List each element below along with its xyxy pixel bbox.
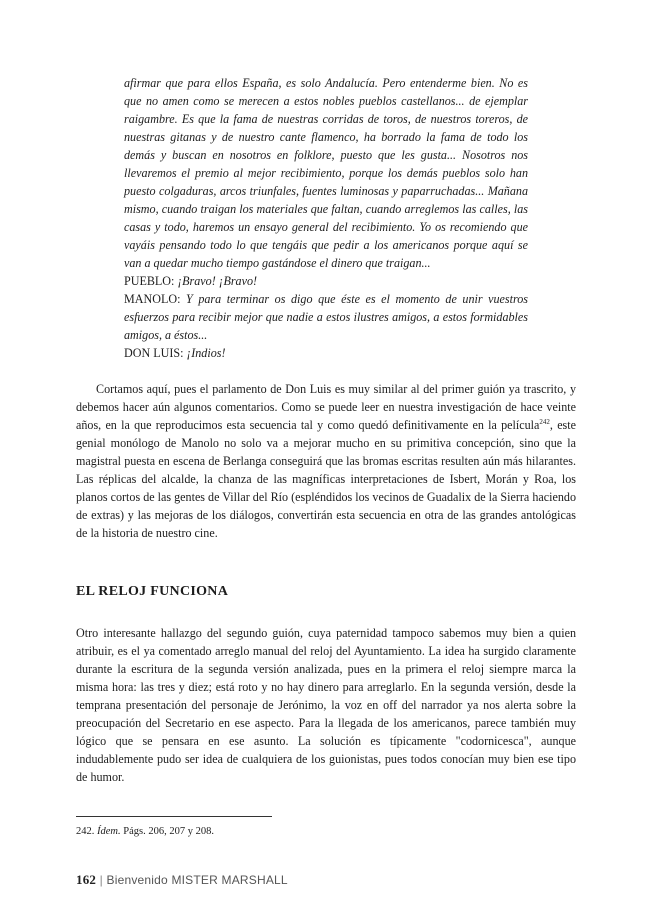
speaker-pueblo: PUEBLO: xyxy=(124,274,175,288)
body-paragraph-1 xyxy=(76,380,576,542)
line-donluis: ¡Indios! xyxy=(186,346,226,360)
paragraph-1-text-b: , este genial monólogo de Manolo no solo va a mejorar mucho en su primitiva concepción, sino que la magistral puesta en escena de Berlanga conseguirá que las bromas escritas resulten aún más hilarantes. Las réplicas del alcalde, la chanza de las magníficas interpretaciones de Isbert, Morán y Roa, los planos cortos de las gentes de Villar del Río (espléndidos los vecinos de Guadalix de la Sierra haciendo de extras) y las mejoras de los diálogos, convertirán esta secuencia en otra de las grandes antológicas de la historia de nuestro cine. xyxy=(76,418,576,540)
footnote-source: Ídem. xyxy=(97,826,121,837)
footnote-divider xyxy=(76,816,272,817)
footnote-ref: 242 xyxy=(539,418,550,426)
body-paragraph-2: Otro interesante hallazgo del segundo guión, cuya paternidad tampoco sabemos muy bien a quien atribuir, es el ya comentado arreglo manual del reloj del Ayuntamiento. La idea ha surgido claramente durante la escritura de la segunda versión analizada, pues en la primera el reloj siempre marca la misma hora: las tres y diez; está roto y no hay dinero para arreglarlo. En la segunda versión, desde la temprana presentación del personaje de Jerónimo, la voz en off del narrador ya nos alerta sobre la preocupación del Secretario en ese aspecto. Para la llegada de los americanos, parece también muy lógico que se pensara en ese asunto. La solución es típicamente "codornicesca", aunque indudablemente pudo ser idea de cualquiera de los guionistas, pues todos conocían muy bien ese tipo de humor. xyxy=(76,626,576,784)
quote-speech: afirmar que para ellos España, es solo Andalucía. Pero entenderme bien. No es que no amen como se merecen a estos nobles pueblos castellanos... de ejemplar raigambre. Es que la fama de nuestras corridas de toros, de nuestros toreros, de nuestras gitanas y de nuestro cante flamenco, ha borrado la fama de todo los demás y buscan en nosotros en folklore, puesto que les gusta... Nosotros nos llevaremos el premio al mejor recibimiento, porque los demás pueblos solo han puesto colgaduras, arcos triunfales, fuentes luminosas y paparruchadas... Mañana mismo, cuando traigan los materiales que faltan, cuando arreglemos las calles, las casas y todo, haremos un ensayo general del recibimiento. Yo os recomiendo que vayáis pensando todo lo que tengáis que pedir a los americanos porque aquí se van a quedar mucho tiempo gastándose el dinero que traigan... xyxy=(124,76,528,270)
speaker-manolo: MANOLO: xyxy=(124,292,181,306)
section-heading: EL RELOJ FUNCIONA xyxy=(76,584,229,599)
footer-separator: | xyxy=(99,873,103,887)
line-manolo: Y para terminar os digo que éste es el momento de unir vuestros esfuerzos para recibir mejor que nadie a estos ilustres amigos, a estos formidables amigos, a éstos... xyxy=(124,292,528,342)
footnote-number: 242. xyxy=(76,826,95,837)
running-title: Bienvenido MISTER MARSHALL xyxy=(106,873,288,887)
screenplay-quote xyxy=(124,74,528,362)
page-footer xyxy=(76,872,288,888)
footnote xyxy=(76,826,214,837)
page-number: 162 xyxy=(76,872,97,887)
quote-line-manolo xyxy=(124,290,528,344)
footnote-pages: Págs. 206, 207 y 208. xyxy=(123,826,214,837)
line-pueblo: ¡Bravo! ¡Bravo! xyxy=(177,274,258,288)
quote-line-donluis xyxy=(124,344,528,362)
quote-line-pueblo xyxy=(124,272,528,290)
paragraph-1-text-a: Cortamos aquí, pues el parlamento de Don Luis es muy similar al del primer guión ya trascrito, y debemos hacer aún algunos comentarios. Como se puede leer en nuestra investigación de hace veinte años, en la que reproducimos esta secuencia tal y como quedó definitivamente en la película xyxy=(76,382,576,432)
speaker-donluis: DON LUIS: xyxy=(124,346,184,360)
